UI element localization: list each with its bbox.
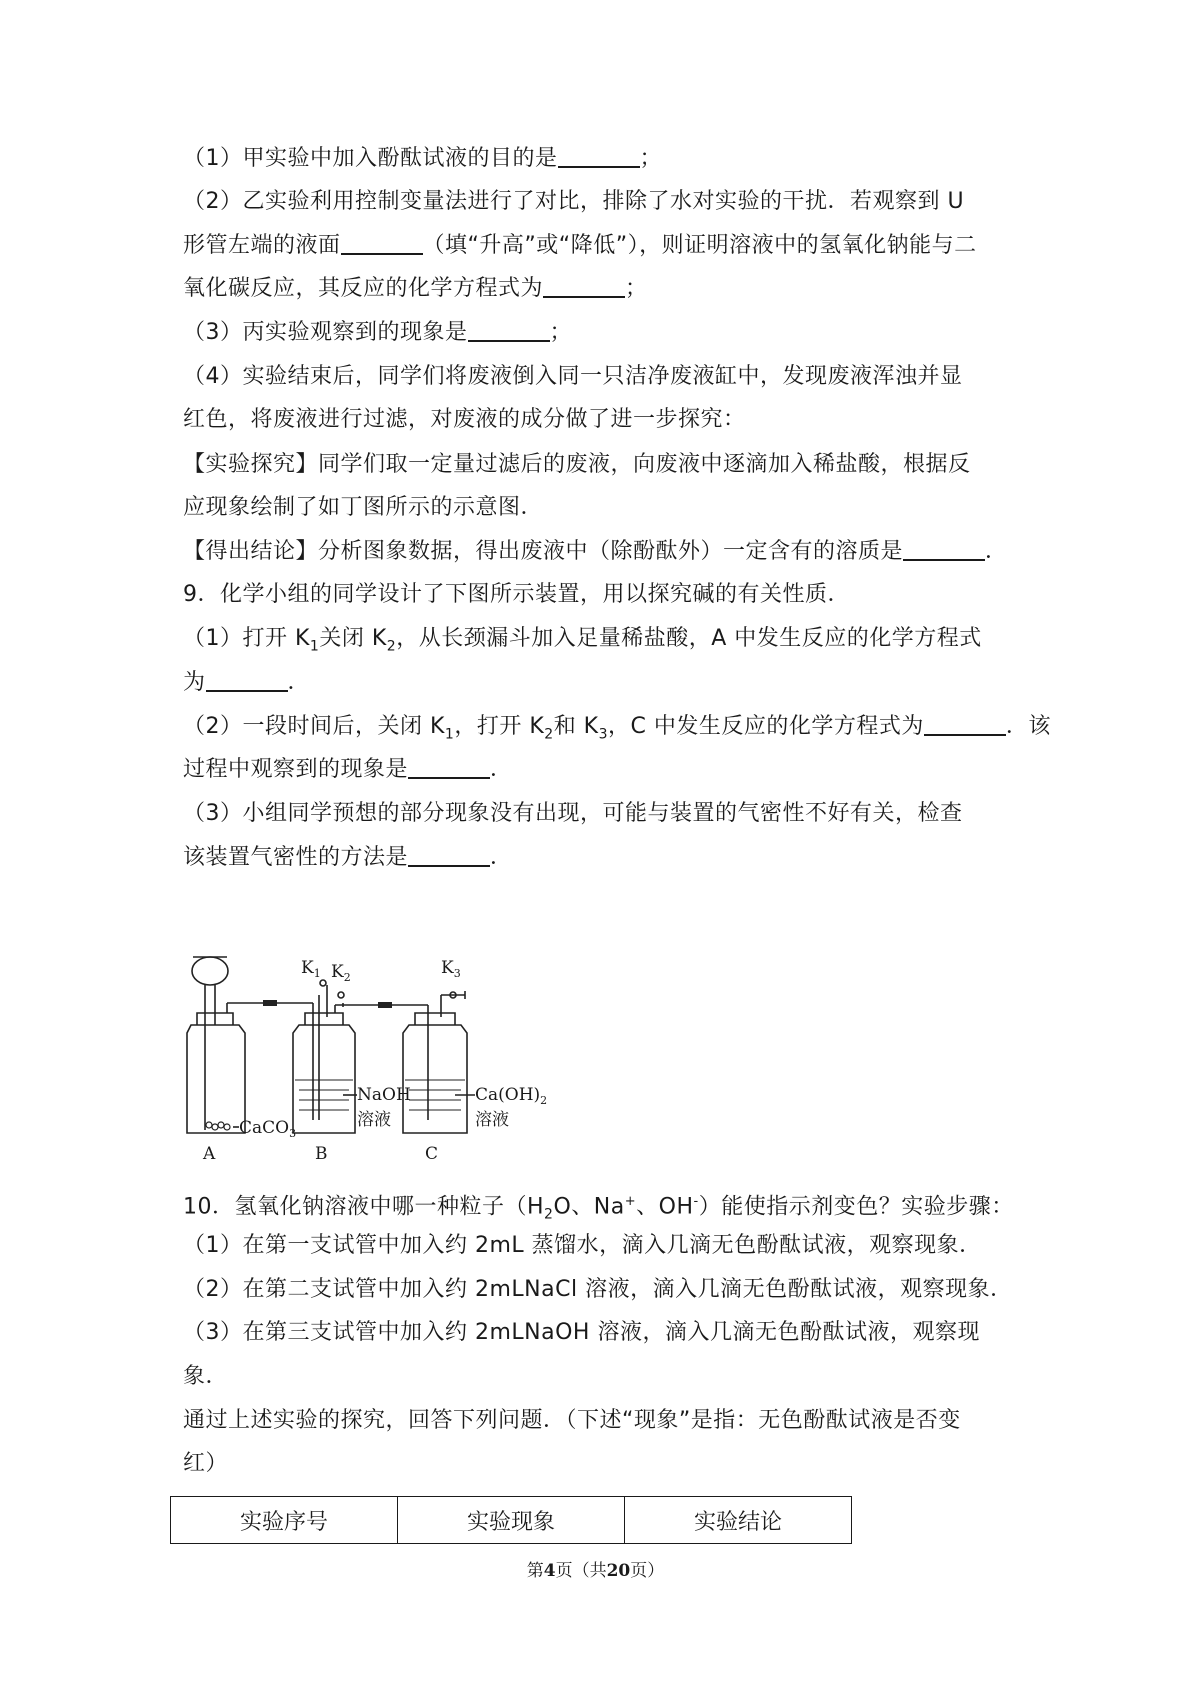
q9-1-line2: 为 ． xyxy=(183,670,311,695)
label-caco3: CaCO$_3$ xyxy=(239,1118,297,1140)
apparatus-figure xyxy=(183,955,573,1165)
conclusion: 【得出结论】分析图象数据，得出废液中（除酚酞外）一定含有的溶质是 ． xyxy=(183,539,1008,564)
label-k3: $K_3$ xyxy=(441,958,461,980)
answer-blank[interactable] xyxy=(468,318,550,342)
label-k2: $K_2$ xyxy=(331,962,351,984)
q8-3: （3）丙实验观察到的现象是 ； xyxy=(183,320,573,345)
q9-title: 9．化学小组的同学设计了下图所示装置，用以探究碱的有关性质． xyxy=(183,582,850,607)
q8-2-line1: （2）乙实验利用控制变量法进行了对比，排除了水对实验的干扰．若观察到 U xyxy=(183,189,965,214)
table-header-cell: 实验序号 xyxy=(171,1497,398,1544)
q10-step3-line1: （3）在第三支试管中加入约 2mLNaOH 溶液，滴入几滴无色酚酞试液，观察现 xyxy=(183,1320,980,1345)
label-k1: $K_1$ xyxy=(301,958,321,980)
q10-title: 10．氢氧化钠溶液中哪一种粒子（$H_2O$、Na+、OH-）能使指示剂变色？实验步骤： xyxy=(183,1194,1014,1223)
q9-3-line2: 该装置气密性的方法是 ． xyxy=(183,845,513,870)
stopper-c xyxy=(415,1013,455,1025)
label-caoh2-sol: 溶液 xyxy=(475,1110,509,1130)
q9-2-line1: （2）一段时间后，关闭 $K_1$，打开 $K_2$和 $K_3$，C 中发生反应的化学方程式为 ．该 xyxy=(183,714,1051,743)
answer-blank[interactable] xyxy=(903,537,985,561)
q8-4-line2: 红色，将废液进行过滤，对废液的成分做了进一步探究： xyxy=(183,407,746,432)
explore-line1: 【实验探究】同学们取一定量过滤后的废液，向废液中逐滴加入稀盐酸，根据反 xyxy=(183,452,971,477)
valve-k2-icon xyxy=(338,992,344,998)
answer-blank[interactable] xyxy=(558,144,640,168)
label-c: C xyxy=(425,1144,439,1164)
label-naoh: NaOH xyxy=(357,1085,411,1105)
q10-note-line2: 红） xyxy=(183,1451,229,1476)
answer-blank[interactable] xyxy=(408,843,490,867)
label-b: B xyxy=(315,1144,328,1164)
connector-tube-icon xyxy=(263,1000,277,1006)
q8-2-line2: 形管左端的液面 （填“升高”或“降低”），则证明溶液中的氢氧化钠能与二 xyxy=(183,233,977,258)
answer-blank[interactable] xyxy=(341,231,423,255)
q8-1: （1）甲实验中加入酚酞试液的目的是 ； xyxy=(183,146,663,171)
caco3-solid-icon xyxy=(206,1122,230,1130)
valve-k1-icon xyxy=(320,980,326,986)
explore-line2: 应现象绘制了如丁图所示的示意图． xyxy=(183,495,544,520)
answer-blank[interactable] xyxy=(206,668,288,692)
q9-3-line1: （3）小组同学预想的部分现象没有出现，可能与装置的气密性不好有关，检查 xyxy=(183,801,963,826)
answer-blank[interactable] xyxy=(924,712,1006,736)
q10-step3-line2: 象． xyxy=(183,1364,229,1389)
answer-blank[interactable] xyxy=(408,755,490,779)
table-header-row xyxy=(171,1497,852,1544)
q10-note-line1: 通过上述实验的探究，回答下列问题．（下述“现象”是指：无色酚酞试液是否变 xyxy=(183,1408,961,1433)
q9-2-line2: 过程中观察到的现象是 ． xyxy=(183,757,513,782)
result-table xyxy=(170,1496,852,1544)
label-naoh-sol: 溶液 xyxy=(357,1110,391,1130)
stopper-b xyxy=(305,1013,343,1025)
answer-blank[interactable] xyxy=(543,274,625,298)
table-header-cell: 实验现象 xyxy=(398,1497,625,1544)
bottle-b-icon xyxy=(293,1025,355,1133)
q10-step1: （1）在第一支试管中加入约 2mL 蒸馏水，滴入几滴无色酚酞试液，观察现象． xyxy=(183,1233,982,1258)
q10-step2: （2）在第二支试管中加入约 2mLNaCl 溶液，滴入几滴无色酚酞试液，观察现象． xyxy=(183,1277,1013,1302)
table-header-cell: 实验结论 xyxy=(625,1497,852,1544)
funnel-icon xyxy=(192,957,228,985)
connector-tube-icon xyxy=(378,1002,392,1008)
q9-1-line1: （1）打开 $K_1$关闭 $K_2$，从长颈漏斗加入足量稀盐酸，A 中发生反应的化学方程式 xyxy=(183,626,982,655)
label-caoh2: $Ca(OH)_2$ xyxy=(475,1085,548,1107)
label-a: A xyxy=(203,1144,216,1164)
q8-4-line1: （4）实验结束后，同学们将废液倒入同一只洁净废液缸中，发现废液浑浊并显 xyxy=(183,364,963,389)
bottle-c-icon xyxy=(403,1025,467,1133)
q8-2-line3: 氧化碳反应，其反应的化学方程式为 ； xyxy=(183,276,648,301)
bottle-a-icon xyxy=(187,1025,245,1133)
page-footer: 第4页（共20页） xyxy=(526,1561,665,1581)
